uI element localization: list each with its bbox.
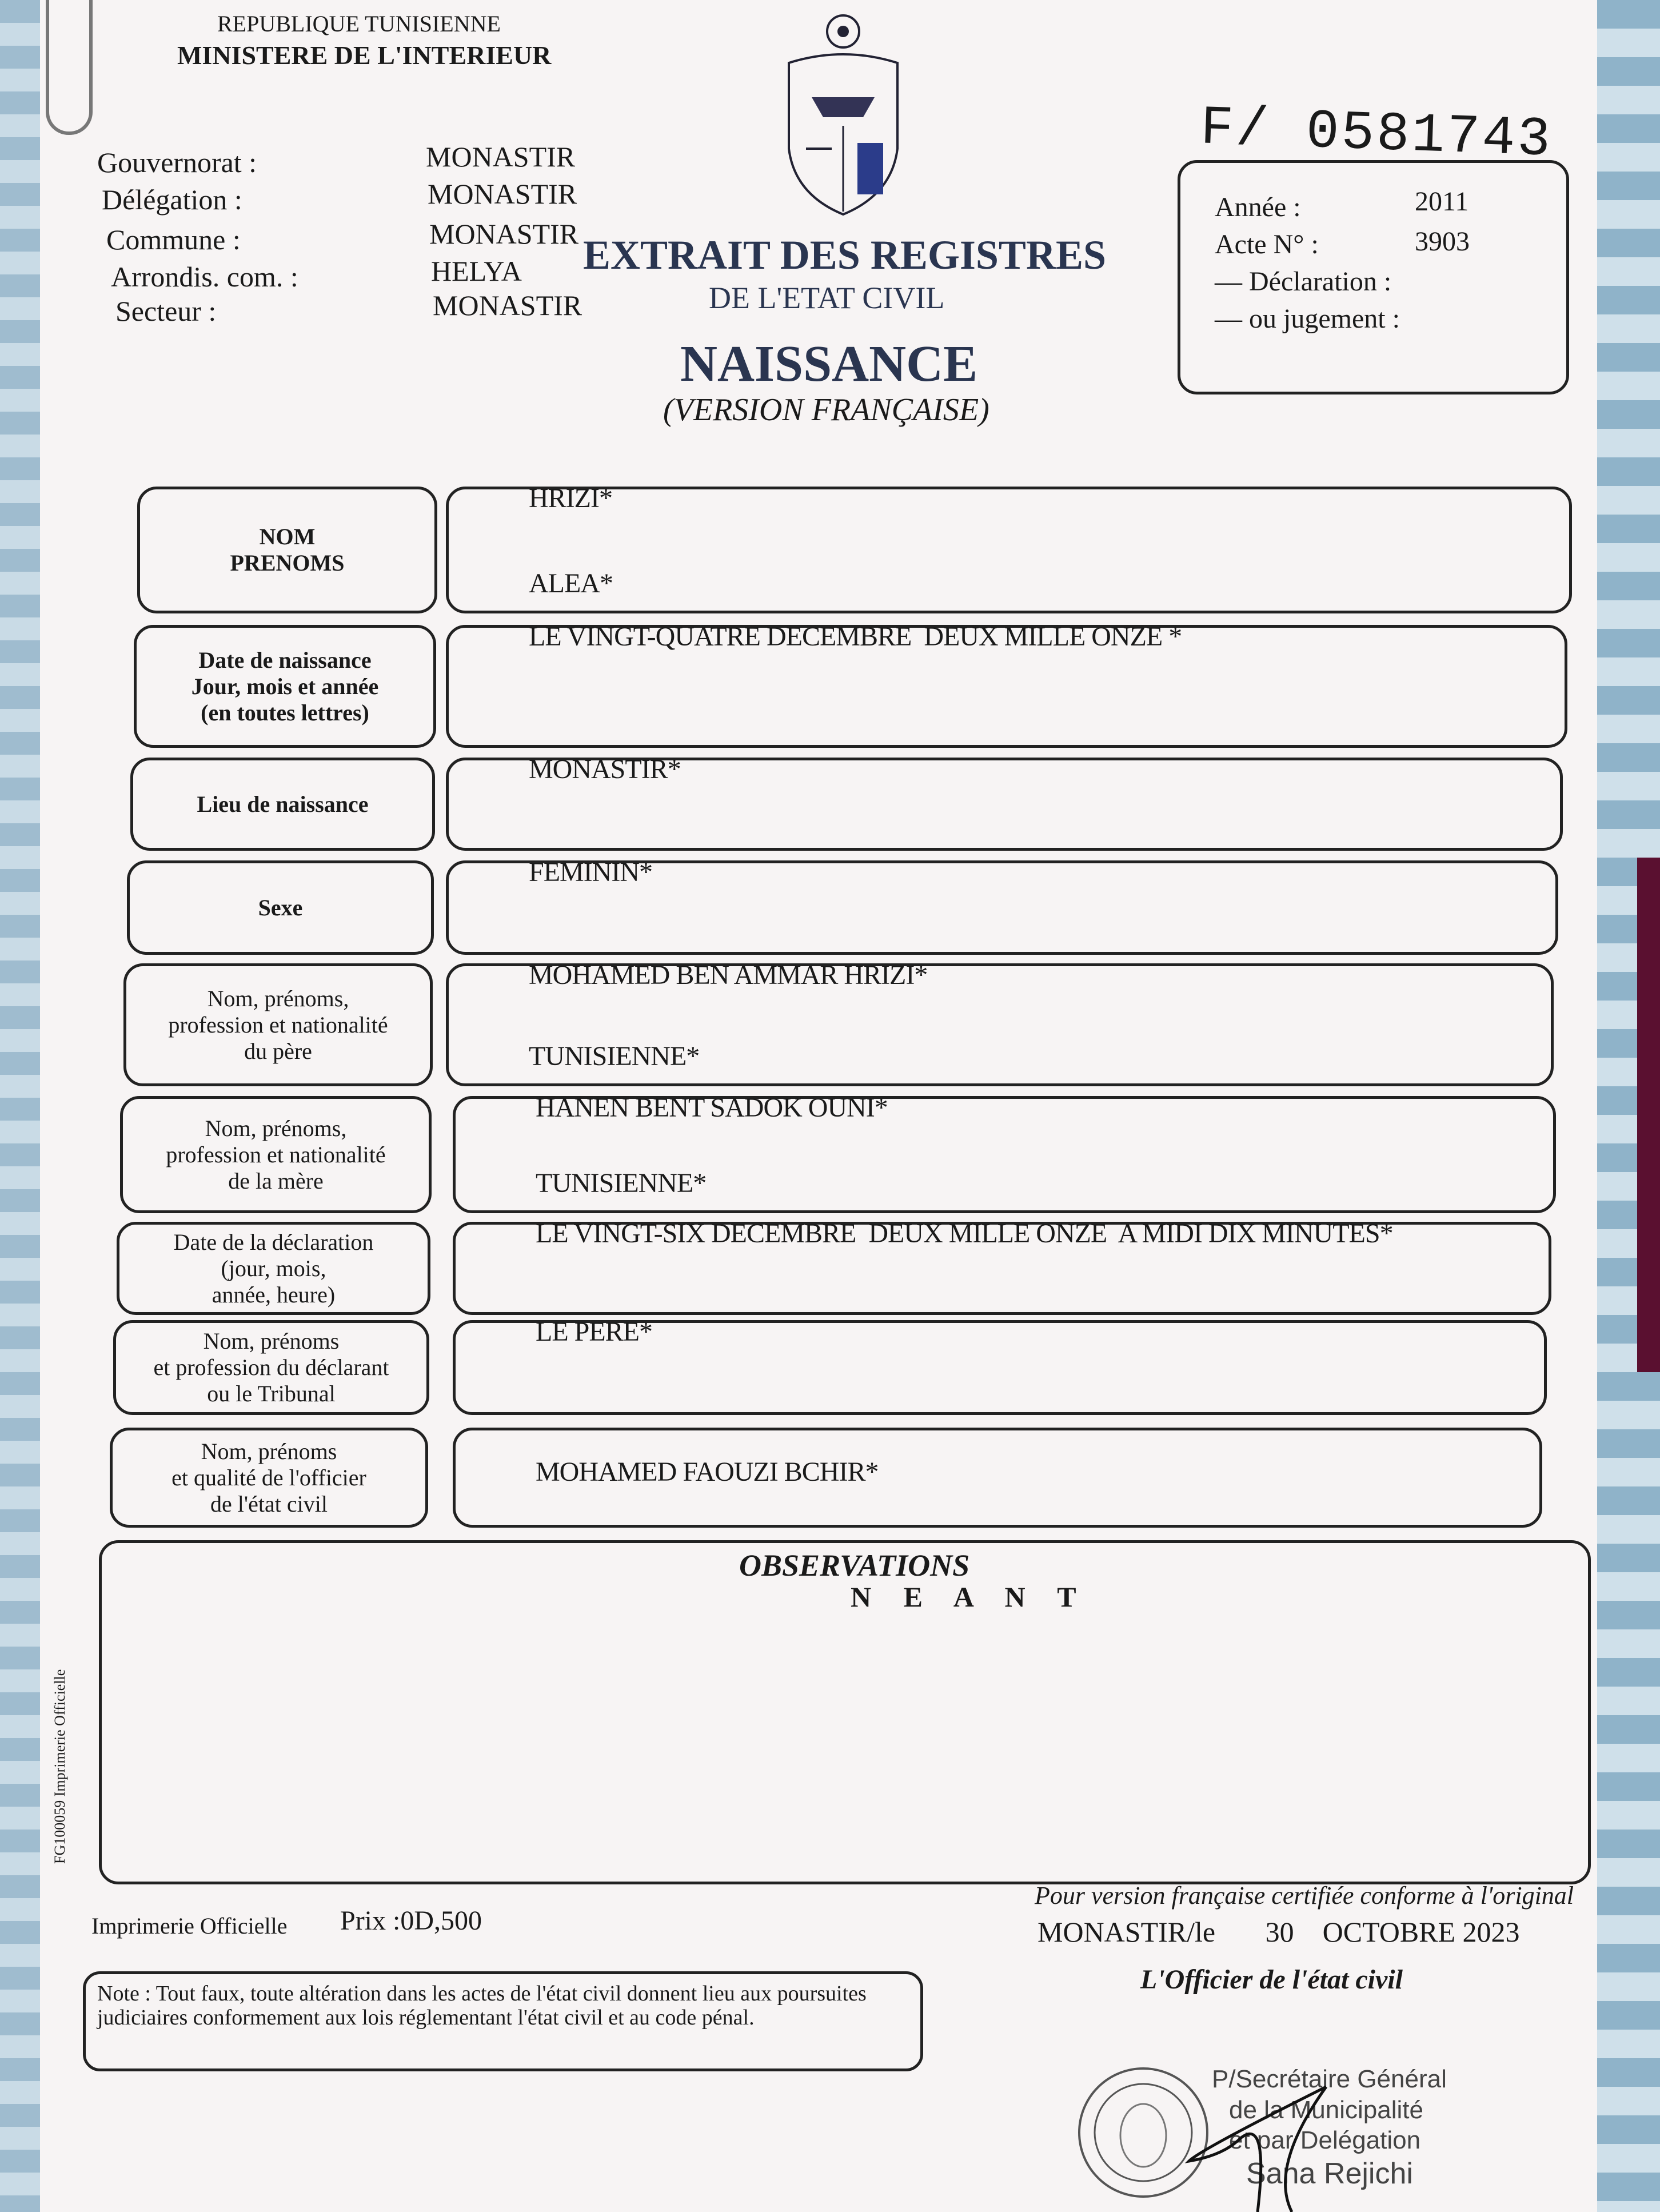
row-value-box xyxy=(446,621,1567,748)
row-value-box xyxy=(446,754,1563,851)
row-value-box xyxy=(453,1428,1542,1528)
title-version: (VERSION FRANÇAISE) xyxy=(663,392,989,428)
row-label: Nom, prénoms, profession et nationalité du père xyxy=(123,963,433,1086)
row-label: Lieu de naissance xyxy=(130,758,435,851)
row-value: LE VINGT-SIX DECEMBRE DEUX MILLE ONZE A MIDI DIX MINUTES* xyxy=(536,1218,1393,1249)
signature-line: de la Municipalité xyxy=(1229,2095,1423,2124)
observations-title: OBSERVATIONS xyxy=(739,1548,970,1583)
place-date: MONASTIR/le 30 OCTOBRE 2023 xyxy=(1038,1916,1520,1948)
legal-note xyxy=(83,1971,923,2071)
paper-clip xyxy=(46,0,93,135)
annee-label: Année : xyxy=(1215,192,1301,222)
note-text: Note : Tout faux, toute altération dans les actes de l'état civil donnent lieu aux poursuites judiciaires conformement aux lois réglementant l'état civil et au code pénal. xyxy=(97,1982,867,2030)
price-label: Prix :0D,500 xyxy=(340,1906,482,1936)
serial-number: F/ 0581743 xyxy=(1199,97,1554,172)
row-label: Nom, prénoms et profession du déclarant ou le Tribunal xyxy=(113,1320,429,1415)
signature-line: et par Delégation xyxy=(1229,2126,1421,2155)
row-value: TUNISIENNE* xyxy=(536,1168,707,1198)
jugement-label: — ou jugement : xyxy=(1215,304,1400,334)
row-label: Date de la déclaration (jour, mois, année, heure) xyxy=(117,1222,430,1315)
admin-value: MONASTIR xyxy=(429,218,579,250)
admin-label: Secteur : xyxy=(115,295,217,327)
observations-box xyxy=(99,1540,1591,1884)
declaration-label: — Déclaration : xyxy=(1215,266,1392,297)
acte-label: Acte N° : xyxy=(1215,229,1319,260)
title-main: NAISSANCE xyxy=(680,336,978,392)
annee-value: 2011 xyxy=(1415,186,1469,217)
decorative-border-left xyxy=(0,0,40,2212)
signature-line: P/Secrétaire Général xyxy=(1212,2065,1447,2093)
form-code: FG100059 Imprimerie Officielle xyxy=(51,1669,68,1864)
row-value: ALEA* xyxy=(529,568,613,599)
row-value-box xyxy=(453,1317,1547,1415)
row-label: NOM PRENOMS xyxy=(137,487,437,613)
row-value-box xyxy=(446,483,1572,613)
row-value: TUNISIENNE* xyxy=(529,1041,700,1071)
admin-value: MONASTIR xyxy=(433,289,582,321)
row-label: Nom, prénoms, profession et nationalité de la mère xyxy=(120,1096,432,1213)
row-value: FEMININ* xyxy=(529,857,652,887)
republic-header: REPUBLIQUE TUNISIENNE xyxy=(217,11,501,37)
observations-value: N E A N T xyxy=(851,1581,1089,1613)
signature-line: Sana Rejichi xyxy=(1246,2157,1413,2191)
background-fabric xyxy=(1637,858,1660,1372)
title-line2: DE L'ETAT CIVIL xyxy=(709,281,945,315)
admin-value: MONASTIR xyxy=(426,141,576,173)
row-value: LE PERE* xyxy=(536,1317,652,1347)
admin-value: MONASTIR xyxy=(428,178,577,210)
title-line1: EXTRAIT DES REGISTRES xyxy=(583,232,1107,278)
admin-label: Commune : xyxy=(106,224,241,256)
ministry-header: MINISTERE DE L'INTERIEUR xyxy=(177,41,552,70)
admin-label: Gouvernorat : xyxy=(97,146,257,178)
acte-value: 3903 xyxy=(1415,226,1470,257)
row-value: HRIZI* xyxy=(529,483,612,513)
admin-label: Délégation : xyxy=(102,184,242,216)
row-value-box xyxy=(446,960,1554,1086)
row-value-box xyxy=(453,1093,1556,1213)
row-value: MOHAMED FAOUZI BCHIR* xyxy=(536,1457,879,1487)
admin-value: HELYA xyxy=(431,255,522,287)
officer-title: L'Officier de l'état civil xyxy=(1140,1964,1403,1995)
row-value: MONASTIR* xyxy=(529,754,681,784)
row-value-box xyxy=(446,857,1558,955)
tunisia-coat-of-arms-icon xyxy=(777,11,909,217)
printer-label: Imprimerie Officielle xyxy=(91,1913,288,1939)
row-label: Sexe xyxy=(127,860,434,955)
row-label: Date de naissance Jour, mois et année (en toutes lettres) xyxy=(134,625,436,748)
row-value: HANEN BENT SADOK OUNI* xyxy=(536,1093,888,1123)
handwritten-signature-icon xyxy=(1155,2081,1440,2212)
row-value-box xyxy=(453,1218,1551,1315)
admin-label: Arrondis. com. : xyxy=(111,261,298,293)
row-value: MOHAMED BEN AMMAR HRIZI* xyxy=(529,960,928,990)
certified-text: Pour version française certifiée conforme à l'original xyxy=(1035,1882,1574,1910)
row-value: LE VINGT-QUATRE DECEMBRE DEUX MILLE ONZE * xyxy=(529,621,1182,652)
acte-box xyxy=(1178,160,1569,394)
row-label: Nom, prénoms et qualité de l'officier de l'état civil xyxy=(110,1428,428,1528)
